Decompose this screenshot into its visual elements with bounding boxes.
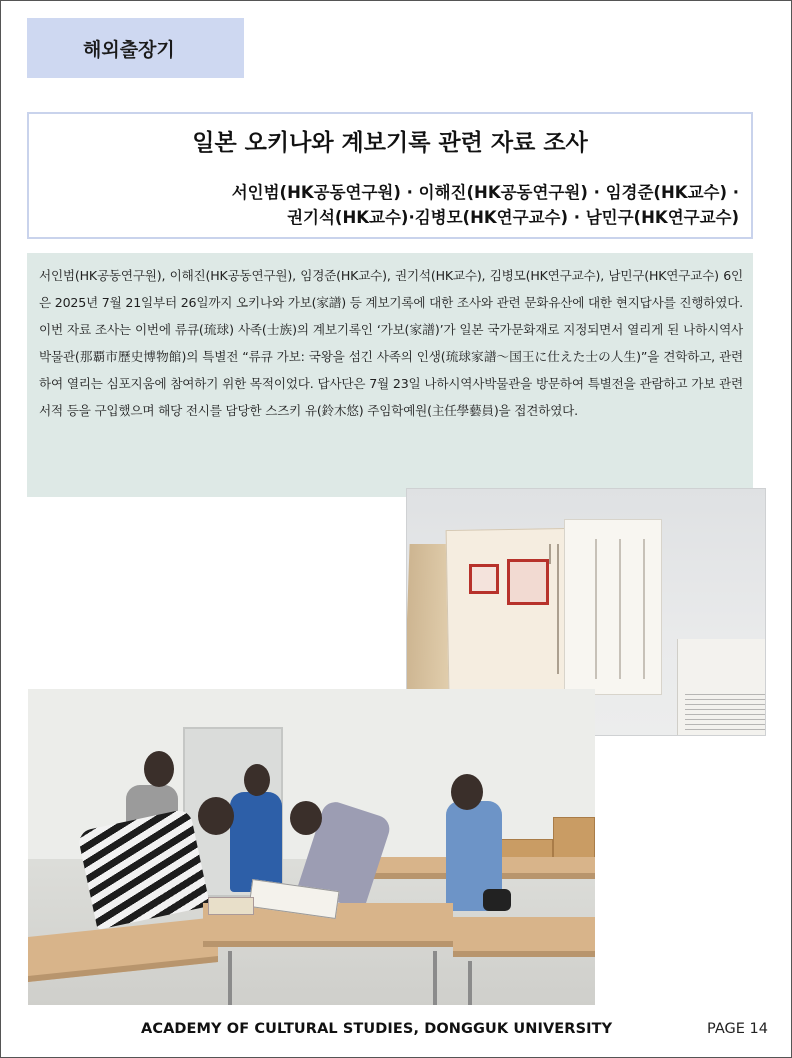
photo-exhibit-label-text	[685, 694, 765, 734]
photo-book-left-page	[446, 528, 571, 692]
photo-person-head	[244, 764, 270, 796]
photo-text-column	[643, 539, 645, 679]
footer-institution: ACADEMY OF CULTURAL STUDIES, DONGGUK UNIVERSITY	[141, 1021, 613, 1037]
footer-page-number: PAGE 14	[707, 1021, 768, 1037]
photo-person-head	[290, 801, 322, 835]
photo-right-table	[453, 917, 595, 957]
photo-camera	[483, 889, 511, 911]
authors-line-1: 서인범(HK공동연구원) · 이해진(HK공동연구원) · 임경준(HK교수) ·	[231, 183, 739, 202]
photo-person-head	[198, 797, 234, 835]
photo-red-seal-large	[507, 559, 549, 605]
photo-book-stack	[208, 897, 254, 915]
photo-text-column	[549, 544, 551, 564]
photo-front-table	[28, 917, 218, 982]
authors-line-2: 권기석(HK교수)·김병모(HK연구교수) · 남민구(HK연구교수)	[287, 208, 739, 227]
article-title: 일본 오키나와 계보기록 관련 자료 조사	[192, 130, 588, 156]
section-tag: 해외출장기	[27, 18, 244, 78]
photo-table-leg	[468, 961, 472, 1005]
photo-person-head	[451, 774, 483, 810]
photo-text-column	[595, 539, 597, 679]
photo-table-leg	[433, 951, 437, 1005]
photo-book-right-page	[564, 519, 662, 695]
photo-text-column	[619, 539, 621, 679]
photo-table-leg	[228, 951, 232, 1005]
summary-box	[27, 253, 753, 497]
photo-text-column	[557, 544, 559, 674]
article-authors	[232, 180, 739, 230]
researchers-photo	[28, 689, 595, 1005]
photo-person	[230, 792, 282, 892]
photo-red-seal-small	[469, 564, 499, 594]
summary-text: 서인범(HK공동연구원), 이해진(HK공동연구원), 임경준(HK교수), 권기석(HK교수), 김병모(HK연구교수), 남민구(HK연구교수) 6인은 2025년 7월 21일부터 26일까지 오키나와 가보(家譜) 등 계보기록에 대한 조사와 관련 문화유산에 대한 현지답사를 진행하였다. 이번 자료 조사는 이번에 류큐(琉球) 사족(士族)의 계보기록인 ‘가보(家譜)’가 일본 국가문화재로 지정되면서 열리게 된 나하시역사박물관(那覇市歷史博物館)의 특별전 “류큐 가보: 국왕을 섬긴 사족의 인생(琉球家譜～国王に仕えた士の人生)”을 견학하고, 관련하여 열리는 심포지움에 참여하기 위한 목적이었다. 답사단은 7월 23일 나하시역사박물관을 방문하여 특별전을 관람하고 가보 관련 서적 등을 구입했으며 해당 전시를 담당한 스즈키 유(鈴木悠) 주임학예원(主任學藝員)을 접견하였다.	[39, 268, 743, 418]
article-header	[27, 112, 753, 239]
photo-person-head	[144, 751, 174, 787]
